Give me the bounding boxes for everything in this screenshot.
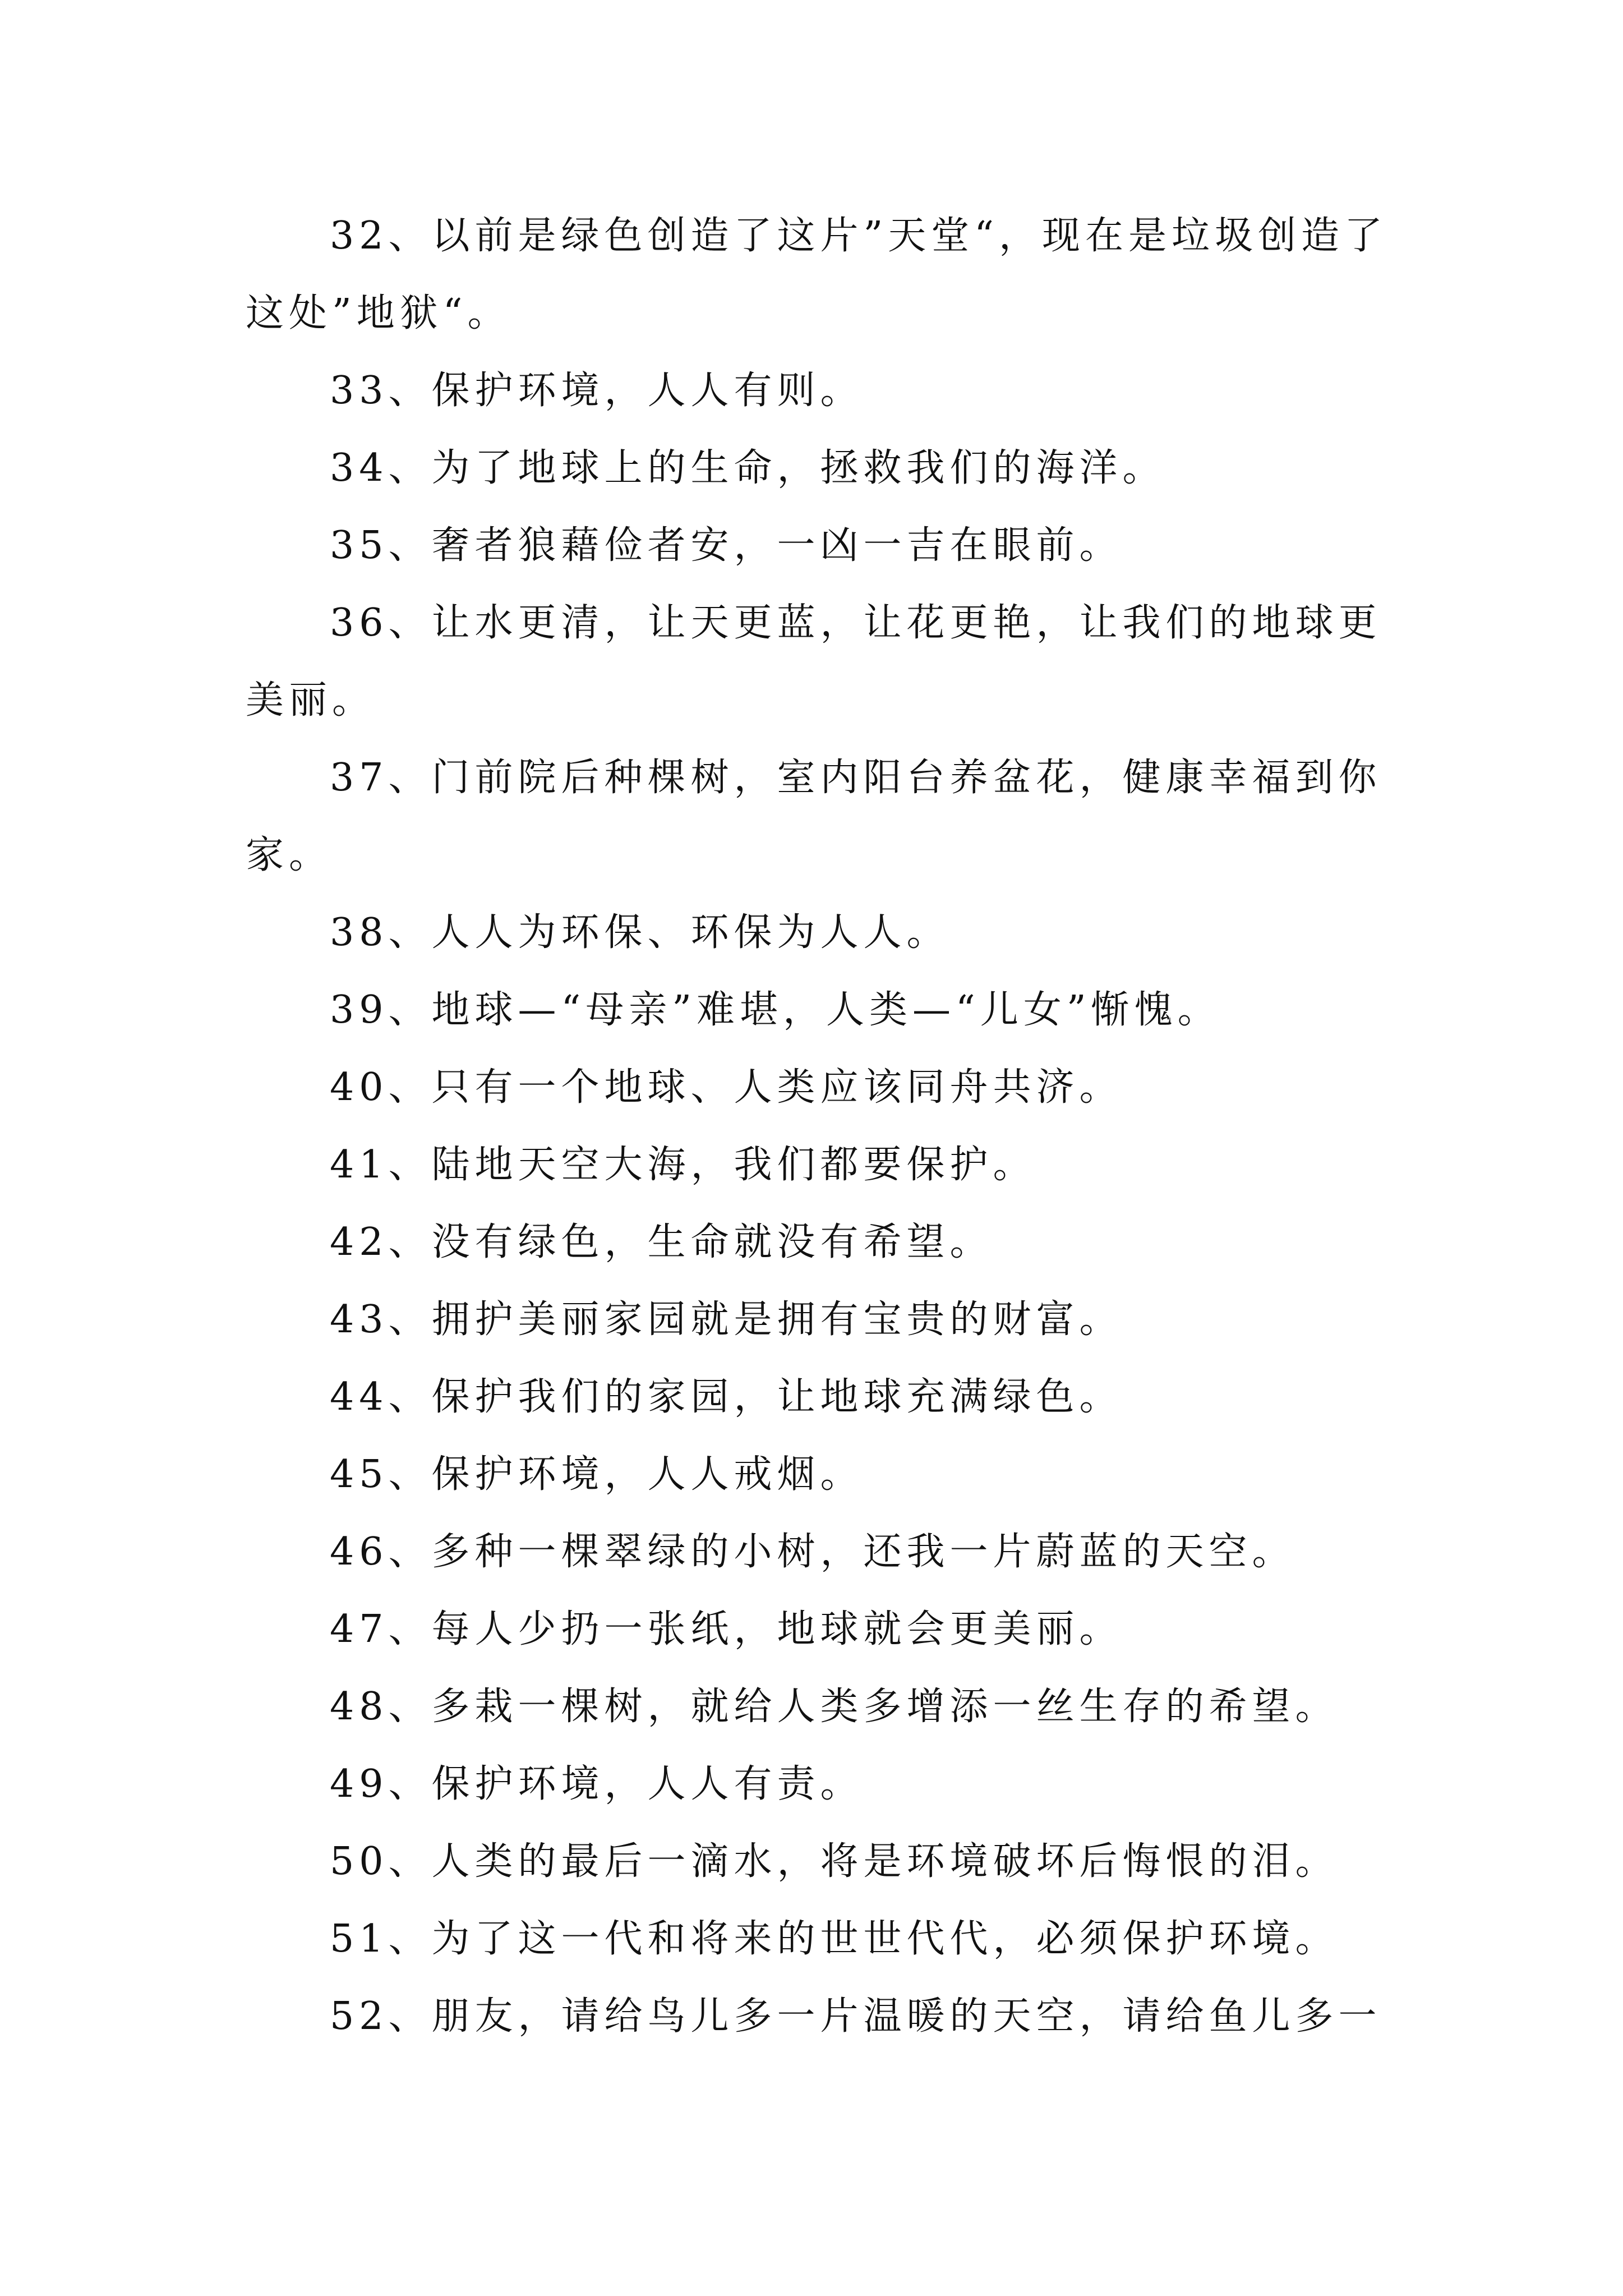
slogan-paragraph: 47、每人少扔一张纸，地球就会更美丽。 [330,1607,1123,1651]
slogan-paragraph: 46、多种一棵翠绿的小树，还我一片蔚蓝的天空。 [330,1530,1295,1574]
slogan-paragraph: 36、让水更清，让天更蓝，让花更艳，让我们的地球更美丽。 [246,601,1382,723]
slogan-paragraph: 35、奢者狼藉俭者安，一凶一吉在眼前。 [330,523,1123,568]
slogan-paragraph: 45、保护环境，人人戒烟。 [330,1452,864,1497]
slogan-paragraph: 50、人类的最后一滴水，将是环境破坏后悔恨的泪。 [330,1839,1339,1884]
slogan-paragraph: 52、朋友，请给鸟儿多一片温暖的天空，请给鱼儿多一 [330,1994,1382,2039]
slogan-paragraph: 49、保护环境，人人有责。 [330,1762,864,1806]
slogan-paragraph: 41、陆地天空大海，我们都要保护。 [330,1143,1036,1187]
slogan-paragraph: 34、为了地球上的生命，拯救我们的海洋。 [330,446,1166,490]
slogan-paragraph: 42、没有绿色，生命就没有希望。 [330,1220,993,1264]
slogan-paragraph: 43、拥护美丽家园就是拥有宝贵的财富。 [330,1297,1123,1342]
slogan-paragraph: 38、人人为环保、环保为人人。 [330,910,950,955]
slogan-paragraph: 44、保护我们的家园，让地球充满绿色。 [330,1375,1123,1419]
slogan-paragraph: 39、地球—“母亲”难堪，人类—“儿女”惭愧。 [330,988,1221,1032]
slogan-paragraph: 40、只有一个地球、人类应该同舟共济。 [330,1065,1123,1110]
slogan-paragraph: 37、门前院后种棵树，室内阳台养盆花，健康幸福到你家。 [246,756,1382,877]
slogan-paragraph: 32、以前是绿色创造了这片”天堂“，现在是垃圾创造了这处”地狱“。 [246,214,1388,335]
slogan-paragraph: 33、保护环境，人人有则。 [330,369,864,413]
document-body [246,197,1390,2055]
slogan-paragraph: 48、多栽一棵树，就给人类多增添一丝生存的希望。 [330,1685,1339,1729]
slogan-paragraph: 51、为了这一代和将来的世世代代，必须保护环境。 [330,1917,1339,1961]
